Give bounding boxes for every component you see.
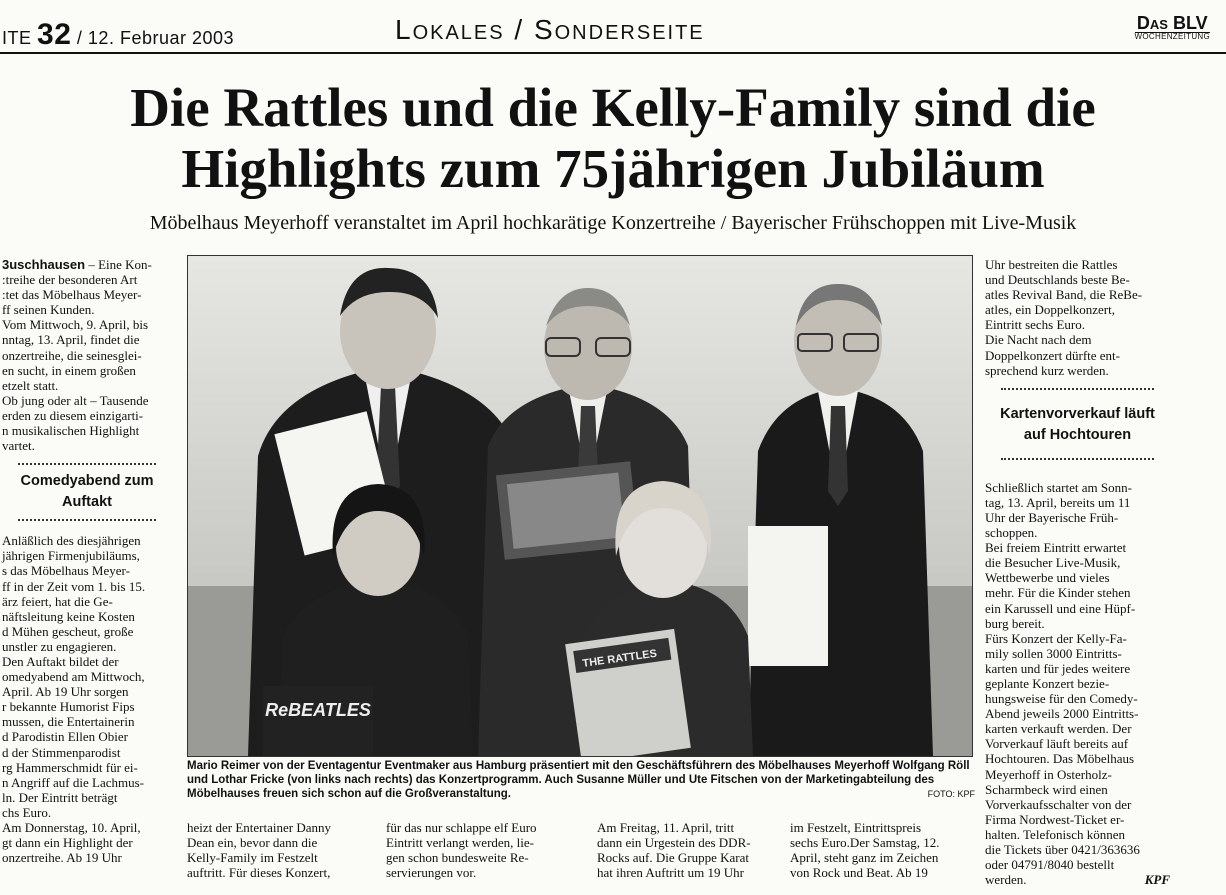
brand-logo <box>1135 14 1210 41</box>
article-line: nntag, 13. April, findet die <box>2 332 140 348</box>
article-line: ein Karussell und eine Hüpf- <box>985 600 1136 616</box>
article-line: jährigen Firmenjubiläums, <box>2 548 140 564</box>
article-line: rg Hammerschmidt für ei- <box>2 759 138 775</box>
article-line: heizt der Entertainer Danny <box>187 820 332 835</box>
article-line: hat ihren Auftritt um 19 Uhr <box>597 865 744 881</box>
photo-caption <box>187 759 975 801</box>
page-prefix: ITE <box>2 28 32 48</box>
article-line: atles Revival Band, die ReBe- <box>985 287 1143 303</box>
bottom-column-2 <box>386 820 574 880</box>
subheadline: Möbelhaus Meyerhoff veranstaltet im April hochkarätige Konzertreihe / Bayerischer Frühschoppen mit Live-Musik <box>149 212 1077 234</box>
article-line: ff seinen Kunden. <box>2 302 95 318</box>
sign-text: ReBEATLES <box>265 700 371 720</box>
brand-name: Das BLV <box>1136 13 1208 33</box>
article-line: Fürs Konzert der Kelly-Fa- <box>985 630 1127 646</box>
article-line: mussen, die Entertainerin <box>2 714 135 730</box>
caption-text: Mario Reimer von der Eventagentur Eventmaker aus Hamburg präsentiert mit den Geschäftsführern des Möbelhauses Meyerhoff Wolfgang Röll und Lothar Fricke (von links nach rechts) das Konzertprogramm. Auch Susanne Müller und Ute Fitschen von der Marketingabteilung des Möbelhauses freuen sich schon auf die Großveranstaltung. <box>187 760 970 800</box>
article-line: Die Nacht nach dem <box>985 332 1092 348</box>
article-line: etzelt statt. <box>2 377 59 393</box>
dateline: 3uschhausen <box>2 257 86 272</box>
article-line: die Besucher Live-Musik, <box>985 555 1121 571</box>
article-line: ff in der Zeit vom 1. bis 15. <box>2 578 146 594</box>
article-line: hungsweise für den Comedy- <box>985 691 1138 707</box>
article-line: die Tickets über 0421/363636 <box>985 842 1140 857</box>
article-line: omedyabend am Mittwoch, <box>2 669 145 685</box>
article-line: Kelly-Family im Festzelt <box>187 850 318 866</box>
divider <box>18 519 156 521</box>
article-line: Firma Nordwest-Ticket er- <box>985 811 1125 827</box>
article-line: Hochtouren. Das Möbelhaus <box>985 751 1135 767</box>
article-line: Ob jung oder alt – Tausende <box>2 392 149 408</box>
photo-illustration <box>188 256 972 756</box>
article-line: d Parodistin Ellen Obier <box>2 729 129 745</box>
article-line: :treihe der besonderen Art <box>2 272 138 288</box>
article-line: n musikalischen Highlight <box>2 423 140 439</box>
article-line: burg bereit. <box>985 615 1045 631</box>
article-line: n Angriff auf die Lachmus- <box>2 774 144 790</box>
right-block-b <box>985 480 1170 888</box>
article-line: schoppen. <box>985 525 1038 541</box>
article-line: Schließlich startet am Sonn- <box>985 479 1132 495</box>
article-line: Anläßlich des diesjährigen <box>2 533 141 549</box>
article-line: Eintritt verlangt werden, lie- <box>386 835 535 851</box>
article-line: ln. Der Eintritt beträgt <box>2 789 118 805</box>
bottom-column-1 <box>187 820 372 880</box>
article-line: für das nur schlappe elf Euro <box>386 820 537 835</box>
article-line: mehr. Für die Kinder stehen <box>985 585 1131 601</box>
article-line: d Mühen gescheut, große <box>2 623 134 639</box>
divider <box>1001 458 1154 460</box>
signature: KPF <box>1144 872 1170 888</box>
article-line: :tet das Möbelhaus Meyer- <box>2 287 142 303</box>
left-column <box>2 257 172 865</box>
article-line: atles, ein Doppelkonzert, <box>985 302 1115 318</box>
divider <box>1001 388 1154 390</box>
subhead-tickets: Kartenvorverkauf läuft auf Hochtouren <box>1000 405 1155 443</box>
article-line: onzertreihe, die seinesglei- <box>2 347 142 363</box>
article-line: Rocks auf. Die Gruppe Karat <box>597 850 749 866</box>
headline-line-1: Die Rattles und die Kelly-Family sind die <box>130 77 1096 138</box>
divider <box>18 463 156 465</box>
article-line: sechs Euro.Der Samstag, 12. <box>790 835 940 851</box>
article-line: gen schon bundesweite Re- <box>386 850 529 866</box>
issue-date: / 12. Februar 2003 <box>76 28 235 48</box>
article-line: dann ein Urgestein des DDR- <box>597 835 751 851</box>
article-line: en sucht, in einem großen <box>2 362 136 378</box>
article-line: oder 04791/8040 bestellt <box>985 857 1115 873</box>
left-block-a <box>2 257 172 453</box>
left-block-b <box>2 533 172 865</box>
right-block-a <box>985 257 1170 378</box>
article-line: Dean ein, bevor dann die <box>187 835 318 851</box>
article-line: April, steht ganz im Zeichen <box>790 850 939 866</box>
article-line: auftritt. Für dieses Konzert, <box>187 865 331 881</box>
right-column <box>985 257 1170 887</box>
article-line: geplante Konzert bezie- <box>985 675 1110 691</box>
article-line: chs Euro. <box>2 804 52 820</box>
page-tag <box>2 18 234 52</box>
photo-credit: FOTO: KPF <box>927 789 975 799</box>
article-line: erden zu diesem einzigarti- <box>2 407 144 423</box>
headline <box>0 78 1226 199</box>
article-line: Vom Mittwoch, 9. April, bis <box>2 317 149 333</box>
header-rule <box>0 52 1226 54</box>
magazine-text: THE RATTLES <box>581 647 658 670</box>
section-title: Lokales / Sonderseite <box>395 14 705 45</box>
article-line: unstler zu engagieren. <box>2 638 117 654</box>
article-line: Vorverkauf läuft bereits auf <box>985 736 1129 752</box>
article-line: näftsleitung keine Kosten <box>2 608 135 624</box>
article-line: Den Auftakt bildet der <box>2 653 119 669</box>
article-line: Bei freiem Eintritt erwartet <box>985 540 1127 556</box>
article-line: Doppelkonzert dürfte ent- <box>985 347 1121 363</box>
article-line: r bekannte Humorist Fips <box>2 699 135 715</box>
article-line: karten verkauft werden. Der <box>985 721 1132 737</box>
article-line: Wettbewerbe und vieles <box>985 570 1110 586</box>
article-line: Uhr der Bayerische Früh- <box>985 509 1119 525</box>
article-line: April. Ab 19 Uhr sorgen <box>2 684 129 700</box>
article-line: s das Möbelhaus Meyer- <box>2 563 130 579</box>
article-line: halten. Telefonisch können <box>985 826 1126 842</box>
subhead-comedy: Comedyabend zum Auftakt <box>20 473 154 511</box>
article-photo <box>187 255 973 757</box>
brand-sub: WOCHENZEITUNG <box>1134 32 1210 41</box>
article-line: werden. KPF <box>985 872 1170 888</box>
article-line: sprechend kurz werden. <box>985 362 1109 378</box>
article-line: servierungen vor. <box>386 865 477 881</box>
article-line: tag, 13. April, bereits um 11 <box>985 494 1131 510</box>
article-line: karten und für jedes weitere <box>985 660 1131 676</box>
article-line: Eintritt sechs Euro. <box>985 317 1086 333</box>
article-line: von Rock und Beat. Ab 19 <box>790 865 928 881</box>
bottom-column-4 <box>790 820 975 880</box>
article-line: 3uschhausen – Eine Kon- <box>2 257 152 272</box>
bottom-column-3 <box>597 820 780 880</box>
article-line: Am Donnerstag, 10. April, <box>2 820 141 835</box>
article-line: gt dann ein Highlight der <box>2 835 133 851</box>
article-line: Uhr bestreiten die Rattles <box>985 257 1118 272</box>
article-line: Meyerhoff in Osterholz- <box>985 766 1112 782</box>
article-line: Vorverkaufsschalter von der <box>985 796 1132 812</box>
article-line: d der Stimmenparodist <box>2 744 121 760</box>
article-line: Abend jeweils 2000 Eintritts- <box>985 706 1139 722</box>
article-line: und Deutschlands beste Be- <box>985 272 1130 288</box>
article-line: Scharmbeck wird einen <box>985 781 1108 797</box>
article-line: onzertreihe. Ab 19 Uhr <box>2 850 122 866</box>
page-number: 32 <box>37 18 72 51</box>
article-line: mily sollen 3000 Eintritts- <box>985 645 1122 661</box>
headline-line-2: Highlights zum 75jährigen Jubiläum <box>181 137 1045 199</box>
article-line: vartet. <box>2 438 35 454</box>
article-line: Am Freitag, 11. April, tritt <box>597 820 735 835</box>
article-line: im Festzelt, Eintrittspreis <box>790 820 922 835</box>
article-line: ärz feiert, hat die Ge- <box>2 593 113 609</box>
